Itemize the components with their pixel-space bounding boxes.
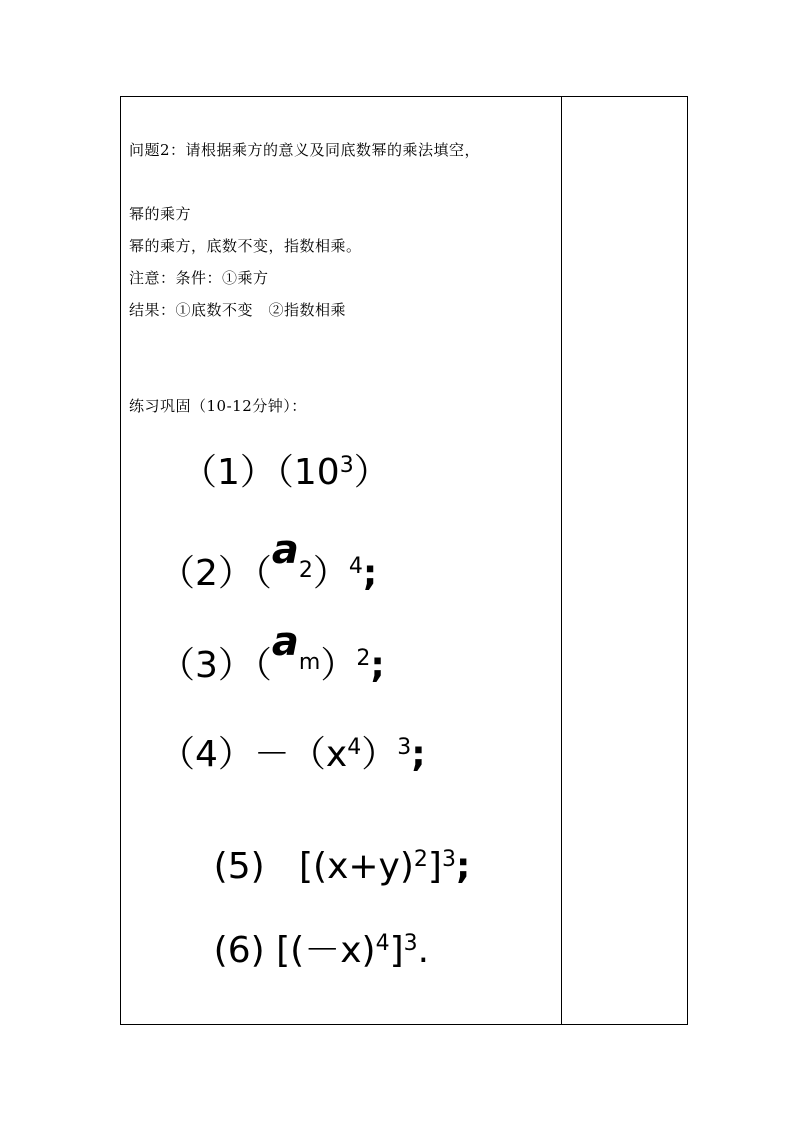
exercise-6-end: . xyxy=(417,930,430,971)
notes-cell xyxy=(562,97,687,1024)
exercise-6-exponent: 3 xyxy=(403,931,418,956)
exercise-1 xyxy=(181,452,390,493)
exercise-4-exponent: 3 xyxy=(397,735,412,760)
note-text: 注意：条件：①乘方 xyxy=(129,269,269,287)
exercise-4-inner-exponent: 4 xyxy=(347,735,362,760)
practice-heading: 练习巩固（10-12分钟）： xyxy=(129,397,307,415)
exercise-2-exponent: 4 xyxy=(348,554,363,579)
exercise-5-prefix: (5) [(x+y) xyxy=(213,846,414,887)
exercise-1-close: ） xyxy=(353,452,390,493)
result-text: 结果：①底数不变 ②指数相乘 xyxy=(129,301,347,319)
exercise-3-prefix: （3）（ xyxy=(159,645,272,686)
exercise-2-end: ; xyxy=(362,553,378,594)
exercise-2-prefix: （2）（ xyxy=(159,553,272,594)
exercise-4-prefix: （4）－（x xyxy=(159,734,348,775)
question-line: 问题2：请根据乘方的意义及同底数幂的乘法填空， xyxy=(129,141,481,159)
exercise-4 xyxy=(159,734,426,775)
exercise-2-subscript: 2 xyxy=(298,558,313,583)
exercise-3 xyxy=(159,619,385,686)
exercise-2-close: ） xyxy=(312,553,349,594)
exercise-5-exponent: 3 xyxy=(441,847,456,872)
exercise-2-variable: a xyxy=(271,527,299,573)
lesson-table xyxy=(120,96,688,1025)
exercise-1-base: （1）（10 xyxy=(181,452,340,493)
exercise-5-inner-exponent: 2 xyxy=(413,847,428,872)
exercise-6-close: ] xyxy=(389,930,404,971)
exercise-6 xyxy=(145,897,429,1005)
exercise-3-variable: a xyxy=(271,619,299,665)
exercise-3-subscript: m xyxy=(298,650,321,675)
exercise-3-exponent: 2 xyxy=(356,646,371,671)
exercise-3-end: ; xyxy=(370,645,385,686)
content-cell xyxy=(121,97,561,1024)
exercise-1-exponent: 3 xyxy=(339,453,354,478)
exercise-3-close: ） xyxy=(320,645,357,686)
exercise-5-close: ] xyxy=(427,846,442,887)
exercise-6-inner-exponent: 4 xyxy=(375,931,390,956)
exercise-4-end: ; xyxy=(411,734,426,775)
rule-text: 幂的乘方，底数不变，指数相乘。 xyxy=(129,237,362,255)
exercise-6-prefix: (6) [(－x) xyxy=(213,930,376,971)
exercise-5-end: ; xyxy=(455,846,471,887)
exercise-2 xyxy=(159,527,378,594)
section-title: 幂的乘方 xyxy=(129,205,192,223)
exercise-4-close: ） xyxy=(361,734,398,775)
